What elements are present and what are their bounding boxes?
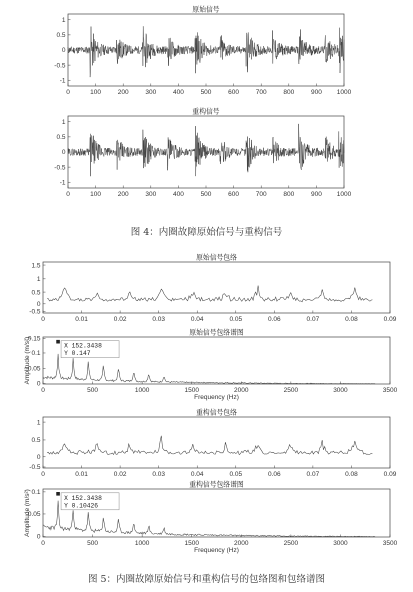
x-tick-label: 3000 [333, 387, 348, 394]
x-tick-label: 0 [66, 89, 70, 96]
x-tick-label: 0 [41, 387, 45, 394]
x-tick-label: 1000 [336, 89, 352, 96]
x-tick-label: 400 [172, 191, 184, 198]
x-tick-label: 500 [200, 191, 212, 198]
y-tick-label: 0 [36, 380, 41, 388]
y-tick-label: 0.5 [56, 32, 66, 40]
y-tick-label: 0.1 [31, 489, 41, 497]
y-tick-label: 1 [61, 118, 66, 126]
x-tick-label: 2000 [234, 387, 249, 394]
y-tick-label: 0.15 [27, 335, 41, 343]
datatip-y: Y 0.10426 [64, 502, 99, 510]
y-tick-label: -1 [59, 77, 66, 85]
x-tick-label: 2500 [283, 540, 299, 547]
fig5-plot-reconstructed-envelope-spectrum [24, 480, 398, 555]
x-tick-label: 1500 [184, 540, 199, 547]
fig4-plot-reconstructed [54, 107, 351, 199]
y-tick-label: 0 [36, 301, 41, 309]
fig5-plot-original-envelope-spectrum [24, 328, 398, 402]
x-tick-label: 0.09 [383, 316, 397, 323]
y-axis-label: Amplitude (m/s²) [24, 489, 31, 537]
y-tick-label: -0.5 [54, 164, 66, 172]
x-tick-label: 800 [283, 191, 295, 198]
x-tick-label: 0.08 [345, 316, 358, 323]
x-tick-label: 0.02 [113, 316, 127, 323]
x-tick-label: 0.01 [75, 471, 88, 478]
x-tick-label: 3500 [382, 540, 398, 547]
x-tick-label: 0.02 [113, 471, 127, 478]
y-tick-label: 1.5 [31, 262, 41, 270]
x-tick-label: 900 [310, 191, 322, 198]
datatip-y: Y 0.147 [64, 350, 91, 358]
datatip-x: X 152.3438 [64, 494, 102, 502]
y-tick-label: 0.5 [31, 289, 41, 297]
x-tick-label: 100 [90, 191, 102, 198]
y-tick-label: 0.05 [27, 511, 41, 519]
datatip-x: X 152.3438 [64, 342, 102, 350]
x-tick-label: 0.03 [152, 316, 165, 323]
y-tick-label: -0.5 [29, 308, 41, 316]
x-tick-label: 0 [41, 540, 45, 547]
x-tick-label: 2000 [234, 540, 249, 547]
x-tick-label: 400 [172, 89, 184, 96]
y-tick-label: -0.5 [54, 62, 66, 70]
x-tick-label: 900 [310, 89, 322, 96]
plot-title: 重构信号包络谱图 [189, 480, 244, 489]
y-tick-label: 1 [36, 276, 41, 284]
plot-title: 原始信号 [192, 5, 220, 14]
x-tick-label: 0 [66, 191, 70, 198]
y-tick-label: 0 [36, 533, 41, 541]
plot-frame [43, 417, 390, 468]
x-tick-label: 0.06 [268, 471, 281, 478]
y-tick-label: -1 [59, 179, 66, 187]
x-tick-label: 0.07 [306, 471, 320, 478]
x-tick-label: 0.07 [306, 316, 320, 323]
x-tick-label: 0.05 [229, 471, 243, 478]
x-tick-label: 300 [145, 191, 157, 198]
x-tick-label: 3500 [382, 387, 398, 394]
x-tick-label: 200 [117, 191, 129, 198]
x-tick-label: 0 [41, 316, 45, 323]
x-tick-label: 1500 [184, 387, 199, 394]
plot-title: 原始信号包络 [196, 253, 237, 262]
x-tick-label: 700 [255, 89, 267, 96]
peak-marker [56, 340, 60, 344]
y-tick-label: 1 [61, 16, 66, 24]
y-tick-label: 0.5 [56, 134, 66, 142]
x-tick-label: 0.01 [75, 316, 88, 323]
plot-frame [68, 14, 344, 86]
x-tick-label: 0.03 [152, 471, 165, 478]
peak-marker [56, 492, 60, 496]
x-tick-label: 0.06 [268, 316, 281, 323]
x-tick-label: 0.04 [190, 471, 204, 478]
y-tick-label: 0.05 [27, 365, 41, 373]
x-tick-label: 100 [90, 89, 102, 96]
y-tick-label: 0.1 [31, 350, 41, 358]
x-tick-label: 0.09 [383, 471, 397, 478]
x-tick-label: 0.04 [190, 316, 204, 323]
y-tick-label: 0 [61, 149, 66, 157]
plot-frame [43, 262, 390, 313]
plot-title: 重构信号 [192, 107, 220, 116]
x-tick-label: 1000 [336, 191, 352, 198]
x-tick-label: 0.08 [345, 471, 358, 478]
x-tick-label: 500 [200, 89, 212, 96]
y-tick-label: 0.5 [31, 437, 41, 445]
x-tick-label: 200 [117, 89, 129, 96]
x-tick-label: 2500 [283, 387, 299, 394]
fig5-plot-reconstructed-envelope [29, 408, 396, 479]
x-tick-label: 3000 [333, 540, 348, 547]
figure4-caption: 图 4：内圈故障原始信号与重构信号 [130, 227, 283, 238]
x-tick-label: 300 [145, 89, 157, 96]
y-axis-label: Amplitude (m/s²) [24, 336, 31, 385]
x-tick-label: 1000 [134, 540, 150, 547]
x-tick-label: 600 [228, 89, 240, 96]
x-tick-label: 700 [255, 191, 267, 198]
figure5-caption: 图 5：内圈故障原始信号和重构信号的包络图和包络谱图 [87, 574, 326, 585]
x-tick-label: 1000 [134, 387, 150, 394]
fig5-plot-original-envelope [29, 253, 396, 324]
plot-title: 重构信号包络 [196, 408, 237, 417]
plot-title: 原始信号包络谱图 [189, 328, 244, 337]
x-tick-label: 0 [41, 471, 45, 478]
x-tick-label: 500 [87, 540, 99, 547]
x-axis-label: Frequency (Hz) [194, 547, 239, 554]
y-tick-label: 0 [36, 453, 41, 461]
y-tick-label: 1 [36, 419, 41, 427]
x-tick-label: 800 [283, 89, 295, 96]
x-tick-label: 500 [87, 387, 99, 394]
x-axis-label: Frequency (Hz) [194, 394, 239, 401]
y-tick-label: -0.5 [29, 464, 41, 472]
x-tick-label: 600 [228, 191, 240, 198]
fig4-plot-original [54, 5, 351, 97]
y-tick-label: 0 [61, 47, 66, 55]
x-tick-label: 0.05 [229, 316, 243, 323]
